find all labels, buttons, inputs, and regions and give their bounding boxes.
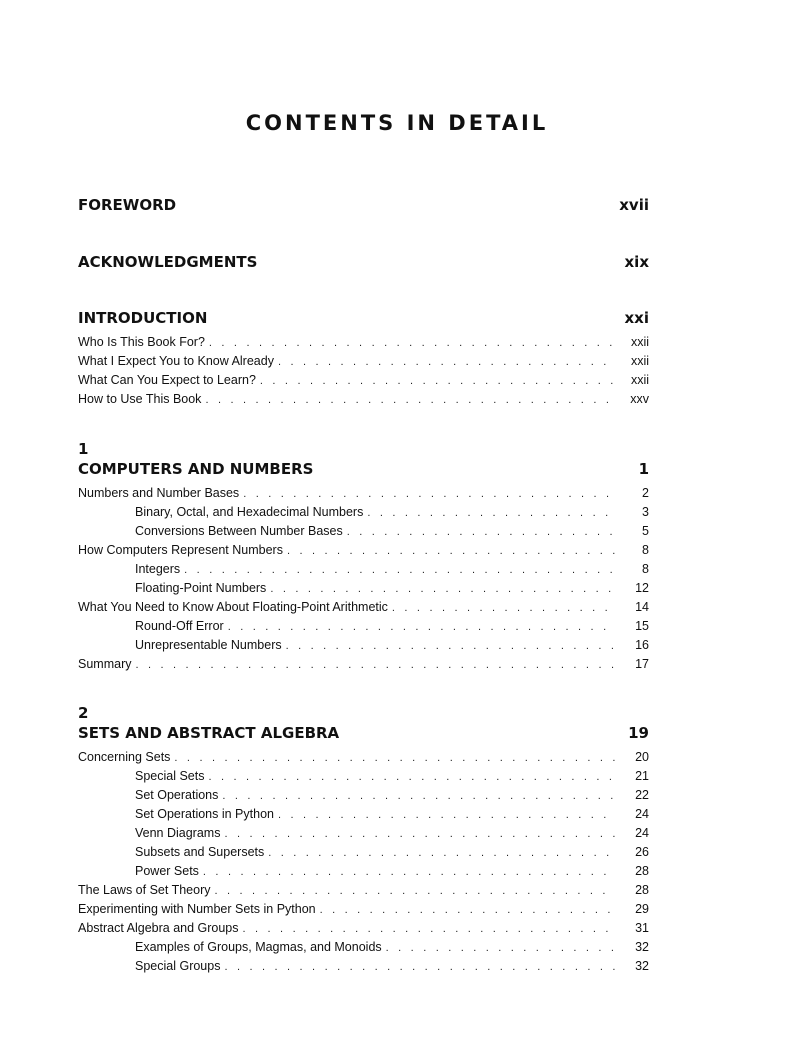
dot-leader — [243, 488, 615, 500]
entry-label: How Computers Represent Numbers — [78, 543, 283, 557]
dot-leader — [243, 923, 615, 935]
chapter-page: 1 — [638, 460, 649, 478]
heading-page: xix — [624, 253, 649, 271]
entry-page: 15 — [635, 619, 649, 633]
toc-subentry[interactable] — [135, 864, 649, 883]
toc-chapter-heading[interactable] — [78, 460, 649, 478]
entry-label: Floating-Point Numbers — [135, 581, 267, 595]
entry-page: 16 — [635, 638, 649, 652]
dot-leader — [209, 337, 615, 349]
toc-subentry[interactable] — [135, 940, 649, 959]
chapter-number: 1 — [78, 440, 89, 458]
toc-entry[interactable] — [78, 883, 649, 902]
entry-label: Summary — [78, 657, 132, 671]
entry-label: What I Expect You to Know Already — [78, 354, 274, 368]
entry-label: Concerning Sets — [78, 750, 171, 764]
toc-subentry[interactable] — [135, 638, 649, 657]
dot-leader — [347, 526, 615, 538]
dot-leader — [367, 507, 615, 519]
entry-page: xxii — [630, 373, 649, 387]
entry-label: Special Groups — [135, 959, 221, 973]
toc-subentry[interactable] — [135, 826, 649, 845]
toc-subentry[interactable] — [135, 505, 649, 524]
entry-label: Round-Off Error — [135, 619, 224, 633]
dot-leader — [392, 602, 615, 614]
toc-chapter-heading[interactable] — [78, 724, 649, 742]
entry-page: 22 — [635, 788, 649, 802]
dot-leader — [174, 752, 615, 764]
dot-leader — [228, 621, 615, 633]
toc-heading-introduction[interactable] — [78, 309, 649, 327]
toc-subentry[interactable] — [135, 619, 649, 638]
dot-leader — [208, 771, 615, 783]
entry-page: 8 — [642, 543, 649, 557]
entry-page: 28 — [635, 864, 649, 878]
toc-entry[interactable] — [78, 335, 649, 354]
dot-leader — [286, 640, 615, 652]
toc-entry[interactable] — [78, 921, 649, 940]
dot-leader — [386, 942, 615, 954]
dot-leader — [260, 375, 615, 387]
entry-page: 21 — [635, 769, 649, 783]
dot-leader — [135, 659, 615, 671]
entry-page: 3 — [642, 505, 649, 519]
entry-page: 20 — [635, 750, 649, 764]
entry-page: 2 — [642, 486, 649, 500]
dot-leader — [287, 545, 615, 557]
entry-page: 32 — [635, 940, 649, 954]
dot-leader — [184, 564, 615, 576]
entry-page: xxv — [630, 392, 649, 406]
entry-label: Special Sets — [135, 769, 205, 783]
entry-page: 31 — [635, 921, 649, 935]
entry-page: 12 — [635, 581, 649, 595]
entry-label: Unrepresentable Numbers — [135, 638, 282, 652]
entry-page: 32 — [635, 959, 649, 973]
entry-label: The Laws of Set Theory — [78, 883, 211, 897]
toc-subentry[interactable] — [135, 959, 649, 978]
toc-subentry[interactable] — [135, 581, 649, 600]
dot-leader — [224, 828, 615, 840]
heading-page: xvii — [619, 196, 649, 214]
dot-leader — [270, 583, 615, 595]
entry-label: Who Is This Book For? — [78, 335, 205, 349]
dot-leader — [278, 809, 615, 821]
entry-page: 26 — [635, 845, 649, 859]
toc-entry[interactable] — [78, 750, 649, 769]
chapter-title: COMPUTERS AND NUMBERS — [78, 460, 314, 478]
entry-page: 14 — [635, 600, 649, 614]
toc-subentry[interactable] — [135, 788, 649, 807]
entry-page: 29 — [635, 902, 649, 916]
entry-page: 8 — [642, 562, 649, 576]
entry-label: Examples of Groups, Magmas, and Monoids — [135, 940, 382, 954]
entry-page: 5 — [642, 524, 649, 538]
entry-label: Set Operations in Python — [135, 807, 274, 821]
dot-leader — [320, 904, 615, 916]
entry-label: What Can You Expect to Learn? — [78, 373, 256, 387]
dot-leader — [222, 790, 615, 802]
toc-entry[interactable] — [78, 373, 649, 392]
page-title: CONTENTS IN DETAIL — [245, 111, 549, 135]
toc-entry[interactable] — [78, 902, 649, 921]
dot-leader — [214, 885, 615, 897]
toc-entry[interactable] — [78, 657, 649, 676]
entry-label: Subsets and Supersets — [135, 845, 265, 859]
toc-subentry[interactable] — [135, 807, 649, 826]
toc-subentry[interactable] — [135, 769, 649, 788]
heading-label: INTRODUCTION — [78, 309, 208, 327]
toc-subentry[interactable] — [135, 524, 649, 543]
toc-entry[interactable] — [78, 543, 649, 562]
entry-label: What You Need to Know About Floating-Point Arithmetic — [78, 600, 388, 614]
dot-leader — [224, 961, 615, 973]
entry-label: Power Sets — [135, 864, 199, 878]
chapter-title: SETS AND ABSTRACT ALGEBRA — [78, 724, 340, 742]
entry-page: 17 — [635, 657, 649, 671]
entry-label: Venn Diagrams — [135, 826, 221, 840]
entry-page: xxii — [630, 354, 649, 368]
entry-page: xxii — [630, 335, 649, 349]
entry-label: Binary, Octal, and Hexadecimal Numbers — [135, 505, 364, 519]
entry-label: How to Use This Book — [78, 392, 202, 406]
toc-entry[interactable] — [78, 354, 649, 373]
entry-page: 24 — [635, 807, 649, 821]
toc-entry[interactable] — [78, 486, 649, 505]
chapter-number: 2 — [78, 704, 89, 722]
dot-leader — [278, 356, 615, 368]
toc-entry[interactable] — [78, 600, 649, 619]
toc-entry[interactable] — [78, 392, 649, 411]
toc-heading-foreword[interactable] — [78, 196, 649, 214]
heading-label: FOREWORD — [78, 196, 177, 214]
dot-leader — [268, 847, 615, 859]
entry-label: Set Operations — [135, 788, 219, 802]
heading-page: xxi — [624, 309, 649, 327]
toc-subentry[interactable] — [135, 845, 649, 864]
entry-label: Numbers and Number Bases — [78, 486, 240, 500]
dot-leader — [205, 394, 615, 406]
dot-leader — [203, 866, 615, 878]
entry-label: Conversions Between Number Bases — [135, 524, 343, 538]
toc-heading-acknowledgments[interactable] — [78, 253, 649, 271]
toc-subentry[interactable] — [135, 562, 649, 581]
heading-label: ACKNOWLEDGMENTS — [78, 253, 258, 271]
entry-label: Experimenting with Number Sets in Python — [78, 902, 316, 916]
chapter-page: 19 — [628, 724, 649, 742]
entry-page: 24 — [635, 826, 649, 840]
entry-label: Integers — [135, 562, 181, 576]
entry-page: 28 — [635, 883, 649, 897]
entry-label: Abstract Algebra and Groups — [78, 921, 239, 935]
